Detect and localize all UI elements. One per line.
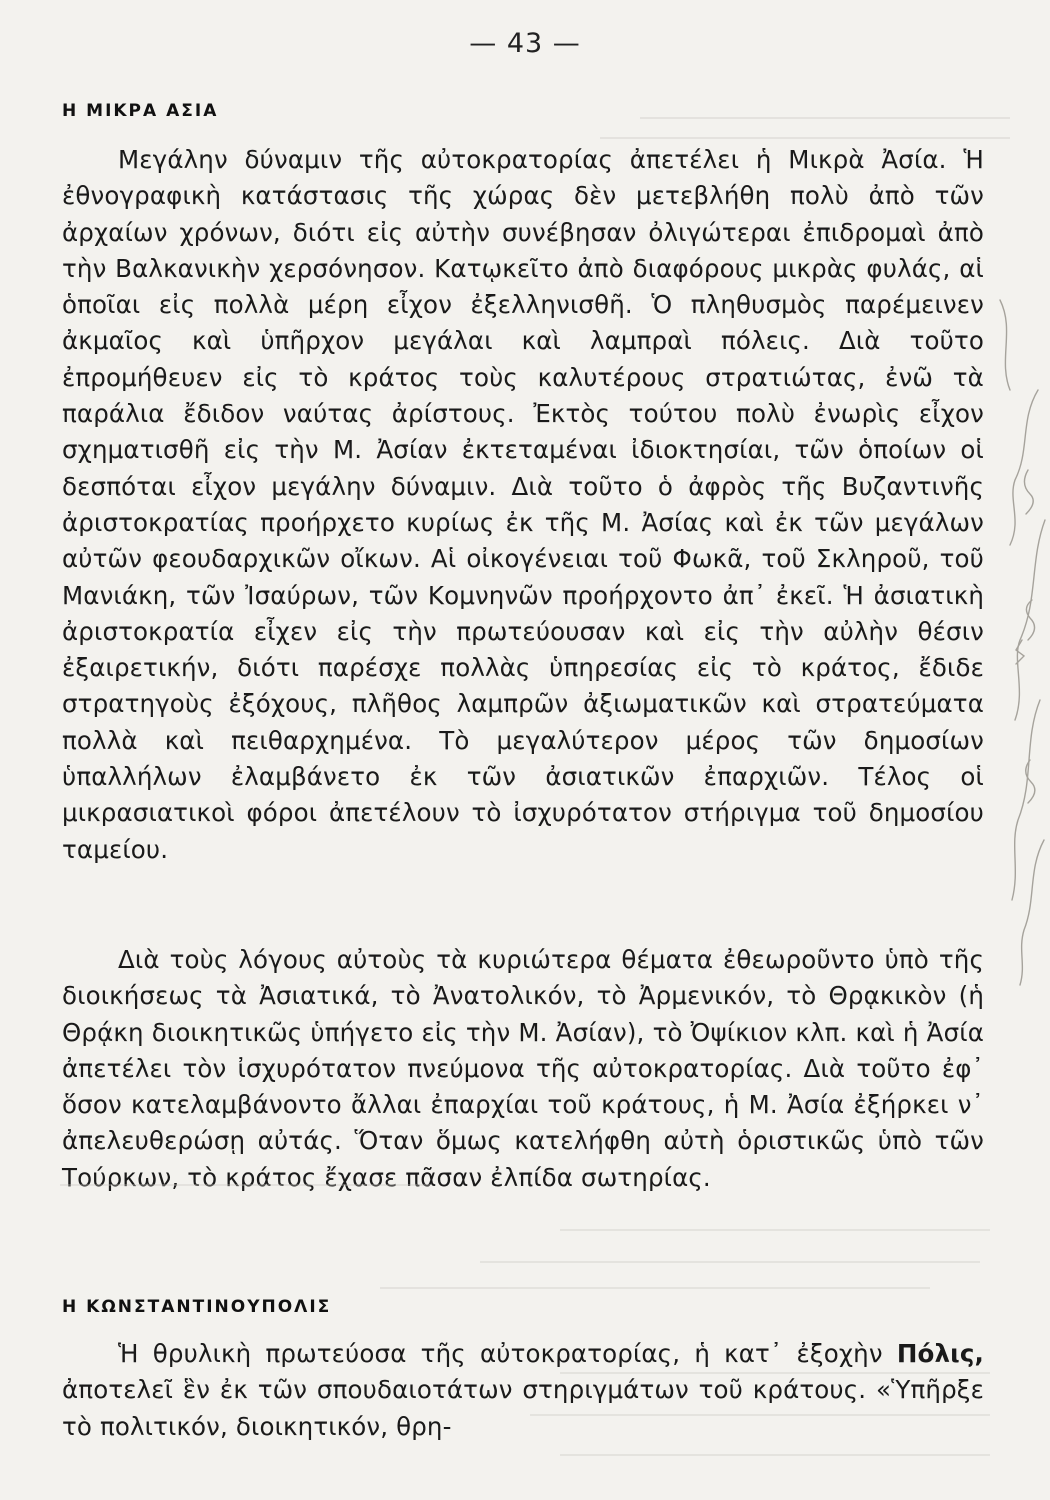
paragraph-mikra-asia-1 <box>62 142 984 868</box>
bold-term-polis: Πόλις, <box>896 1339 984 1368</box>
paragraph-text: Διὰ τοὺς λόγους αὐτοὺς τὰ κυριώτερα θέματα ἐθεωροῦντο ὑπὸ τῆς διοικήσεως τὰ Ἀσιατικά, τὸ Ἀνατολικόν, τὸ Ἀρμενικόν, τὸ Θρᾳκικὸν (ἡ Θρᾴκη διοικητικῶς ὑπήγετο εἰς τὴν Μ. Ἀσίαν), τὸ Ὀψίκιον κλπ. καὶ ἡ Ἀσία ἀπετέλει τὸν ἰσχυρότατον πνεύμονα τῆς αὐτοκρατορίας. Διὰ τοῦτο ἐφ᾽ ὅσον κατελαμβάνοντο ἄλλαι ἐπαρχίαι τοῦ κράτους, ἡ Μ. Ἀσία ἐξήρκει ν᾽ ἀπελευθερώσῃ αὐτάς. Ὅταν ὅμως κατελήφθη αὐτὴ ὁριστικῶς ὑπὸ τῶν Τούρκων, τὸ κράτος ἔχασε πᾶσαν ἐλπίδα σωτηρίας. <box>62 945 984 1192</box>
paragraph-text: Μεγάλην δύναμιν τῆς αὐτοκρατορίας ἀπετέλει ἡ Μικρὰ Ἀσία. Ἡ ἐθνογραφικὴ κατάστασις τῆς χώρας δὲν μετεβλήθη πολὺ ἀπὸ τῶν ἀρχαίων χρόνων, διότι εἰς αὐτὴν συνέβησαν ὀλιγώτεραι ἐπιδρομαὶ ἀπὸ τὴν Βαλκανικὴν χερσόνησον. Κατῳκεῖτο ἀπὸ διαφόρους μικρὰς φυλάς, αἱ ὁποῖαι εἰς πολλὰ μέρη εἶχον ἐξελληνισθῆ. Ὁ πληθυσμὸς παρέμεινεν ἀκμαῖος καὶ ὑπῆρχον μεγάλαι καὶ λαμπραὶ πόλεις. Διὰ τοῦτο ἐπρομήθευεν εἰς τὸ κράτος τοὺς καλυτέρους στρατιώτας, ἐνῶ τὰ παράλια ἔδιδον ναύτας ἀρίστους. Ἐκτὸς τούτου πολὺ ἐνωρὶς εἶχον σχηματισθῆ εἰς τὴν Μ. Ἀσίαν ἐκτεταμέναι ἰδιοκτησίαι, τῶν ὁποίων οἱ δεσπόται εἶχον μεγάλην δύναμιν. Διὰ τοῦτο ὁ ἀφρὸς τῆς Βυζαντινῆς ἀριστοκρατίας προήρχετο κυρίως ἐκ τῆς Μ. Ἀσίας καὶ ἐκ τῶν μεγάλων αὐτῶν φεουδαρχικῶν οἴκων. Αἱ οἰκογένειαι τοῦ Φωκᾶ, τοῦ Σκληροῦ, τοῦ Μανιάκη, τῶν Ἰσαύρων, τῶν Κομνηνῶν προήρχοντο ἀπ᾽ ἐκεῖ. Ἡ ἀσιατικὴ ἀριστοκρατία εἶχεν εἰς τὴν πρωτεύουσαν καὶ εἰς τὴν αὐλὴν θέσιν ἐξαιρετικήν, διότι παρέσχε πολλὰς ὑπηρεσίας εἰς τὸ κράτος, ἔδιδε στρατηγοὺς ἐξόχους, πλῆθος λαμπρῶν ἀξιωματικῶν καὶ στρατεύματα πολλὰ καὶ πειθαρχημένα. Τὸ μεγαλύτερον μέρος τῶν δημοσίων ὑπαλλήλων ἐλαμβάνετο ἐκ τῶν ἀσιατικῶν ἐπαρχιῶν. Τέλος οἱ μικρασιατικοὶ φόροι ἀπετέλουν τὸ ἰσχυρότατον στήριγμα τοῦ δημοσίου ταμείου. <box>62 145 984 864</box>
paragraph-konstantinoupolis-1 <box>62 1336 984 1445</box>
section-heading-konstantinoupolis: Η ΚΩΝΣΤΑΝΤΙΝΟΥΠΟΛΙΣ <box>62 1297 332 1317</box>
paragraph-text-start: Ἡ θρυλικὴ πρωτεύοσα τῆς αὐτοκρατορίας, ἡ κατ᾽ ἐξοχὴν <box>118 1339 897 1368</box>
paragraph-mikra-asia-2 <box>62 942 984 1196</box>
section-heading-mikra-asia: Η ΜΙΚΡΑ ΑΣΙΑ <box>62 101 219 121</box>
paragraph-text-end: ἀποτελεῖ ἓν ἐκ τῶν σπουδαιοτάτων στηριγμάτων τοῦ κράτους. «Ὑπῆρξε τὸ πολιτικόν, διοικητικόν, θρη- <box>62 1375 984 1441</box>
page-number: — 43 — <box>469 28 581 59</box>
